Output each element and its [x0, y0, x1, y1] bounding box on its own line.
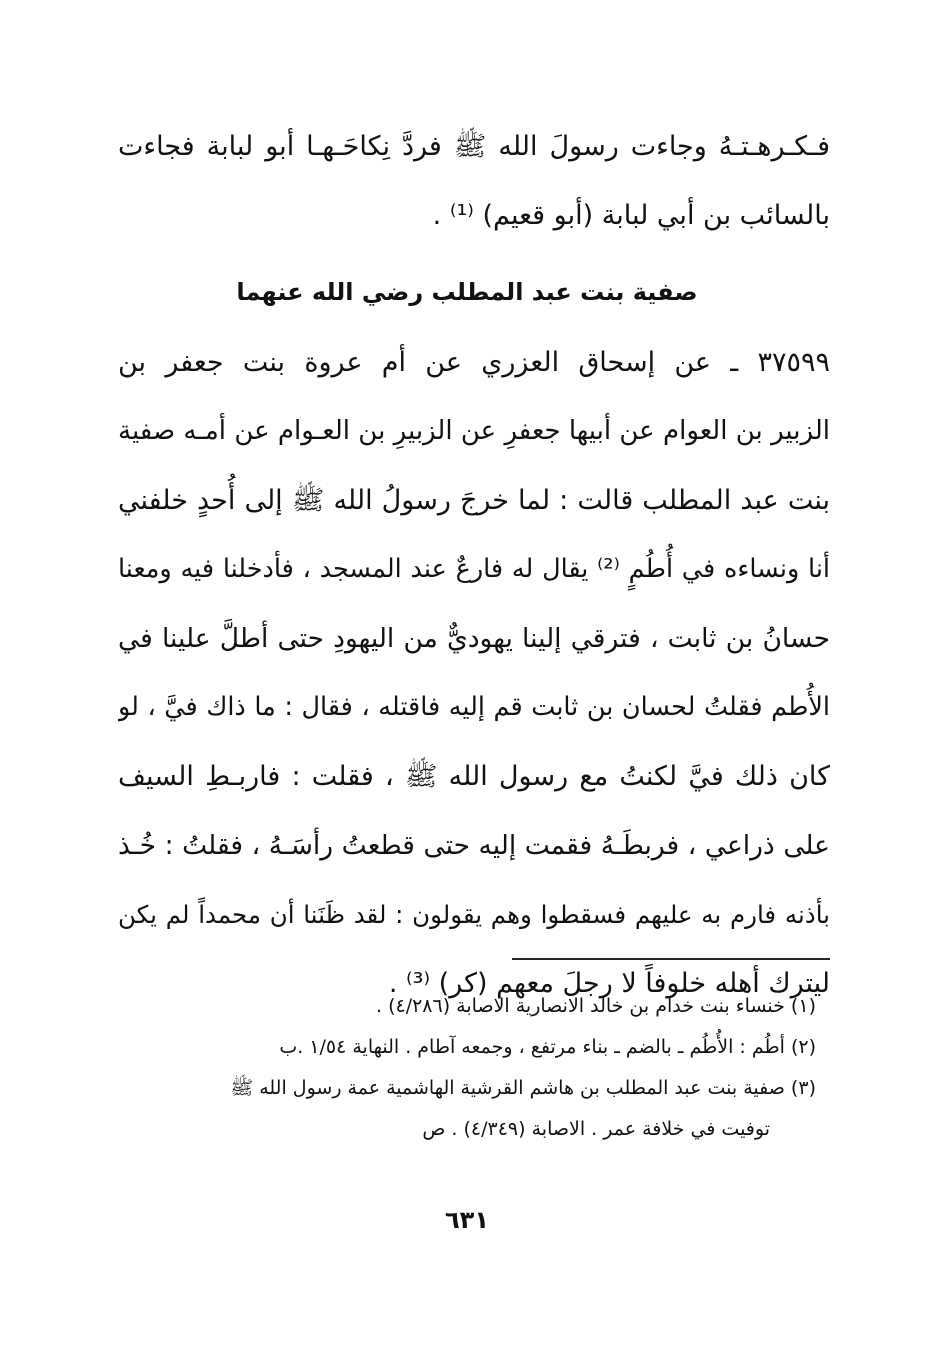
footnote-line: (١) خنساء بنت خدام بن خالد الانصارية الاصابة (٤/٢٨٦) .	[376, 995, 816, 1017]
intro-line: فـكـرهـتـهُ وجاءت رسولَ الله ﷺ فردَّ نِكاحَـهـا أبو لبابة فجاءت	[118, 131, 830, 162]
footnote-line: (٢) أطُم : الأُطُم ـ بالضم ـ بناء مرتفع ، وجمعه آطام . النهاية ١/٥٤ .ب	[279, 1036, 816, 1058]
body-line: الزبير بن العوام عن أبيها جعفرِ عن الزبيرِ بن العـوام عن أمـه صفية	[118, 416, 830, 446]
body-line: حسانُ بن ثابت ، فترقي إلينا يهوديٌّ من اليهودِ حتى أطلَّ علينا في	[118, 623, 830, 654]
footnote-line: (٣) صفية بنت عبد المطلب بن هاشم القرشية الهاشمية عمة رسول الله ﷺ	[230, 1077, 816, 1099]
body-line: ليترك أهله خلوفاً لا رجلَ معهم (كر) ⁽³⁾ .	[388, 968, 830, 999]
page-number: ٦٣١	[445, 1206, 489, 1234]
footnote-line: توفيت في خلافة عمر . الاصابة (٤/٣٤٩) . ص	[422, 1118, 770, 1140]
hadith-paragraph	[118, 328, 830, 1018]
body-line: بنت عبد المطلب قالت : لما خرجَ رسولُ الله ﷺ إلى أُحدٍ خلفني	[118, 485, 830, 516]
intro-paragraph	[118, 112, 830, 250]
footnotes	[124, 986, 816, 1150]
body-line: الأُطم فقلتُ لحسان بن ثابت قم إليه فاقتله ، فقال : ما ذاك فيَّ ، لو	[118, 692, 830, 722]
body-line: على ذراعي ، فربطَـهُ فقمت إليه حتى قطعتُ رأسَـهُ ، فقلتُ : خُـذ	[118, 830, 830, 861]
section-heading: صفية بنت عبد المطلب رضي الله عنهما	[236, 278, 698, 306]
body-line: ٣٧٥٩٩ ـ عن إسحاق العزري عن أم عروة بنت جعفر بن	[118, 347, 830, 378]
footnote-divider	[512, 958, 830, 960]
body-line: أنا ونساءه في أُطُمٍ ⁽²⁾ يقال له فارعٌ عند المسجد ، فأدخلنا فيه ومعنا	[118, 554, 830, 584]
intro-line: بالسائب بن أبي لبابة (أبو قعيم) ⁽¹⁾ .	[432, 200, 830, 231]
body-line: كان ذلك فيَّ لكنتُ مع رسول الله ﷺ ، فقلت : فاربـطِ السيف	[118, 761, 830, 792]
body-line: بأذنه فارم به عليهم فسقطوا وهم يقولون : لقد ظَنَنا أن محمداً لم يكن	[118, 900, 830, 929]
